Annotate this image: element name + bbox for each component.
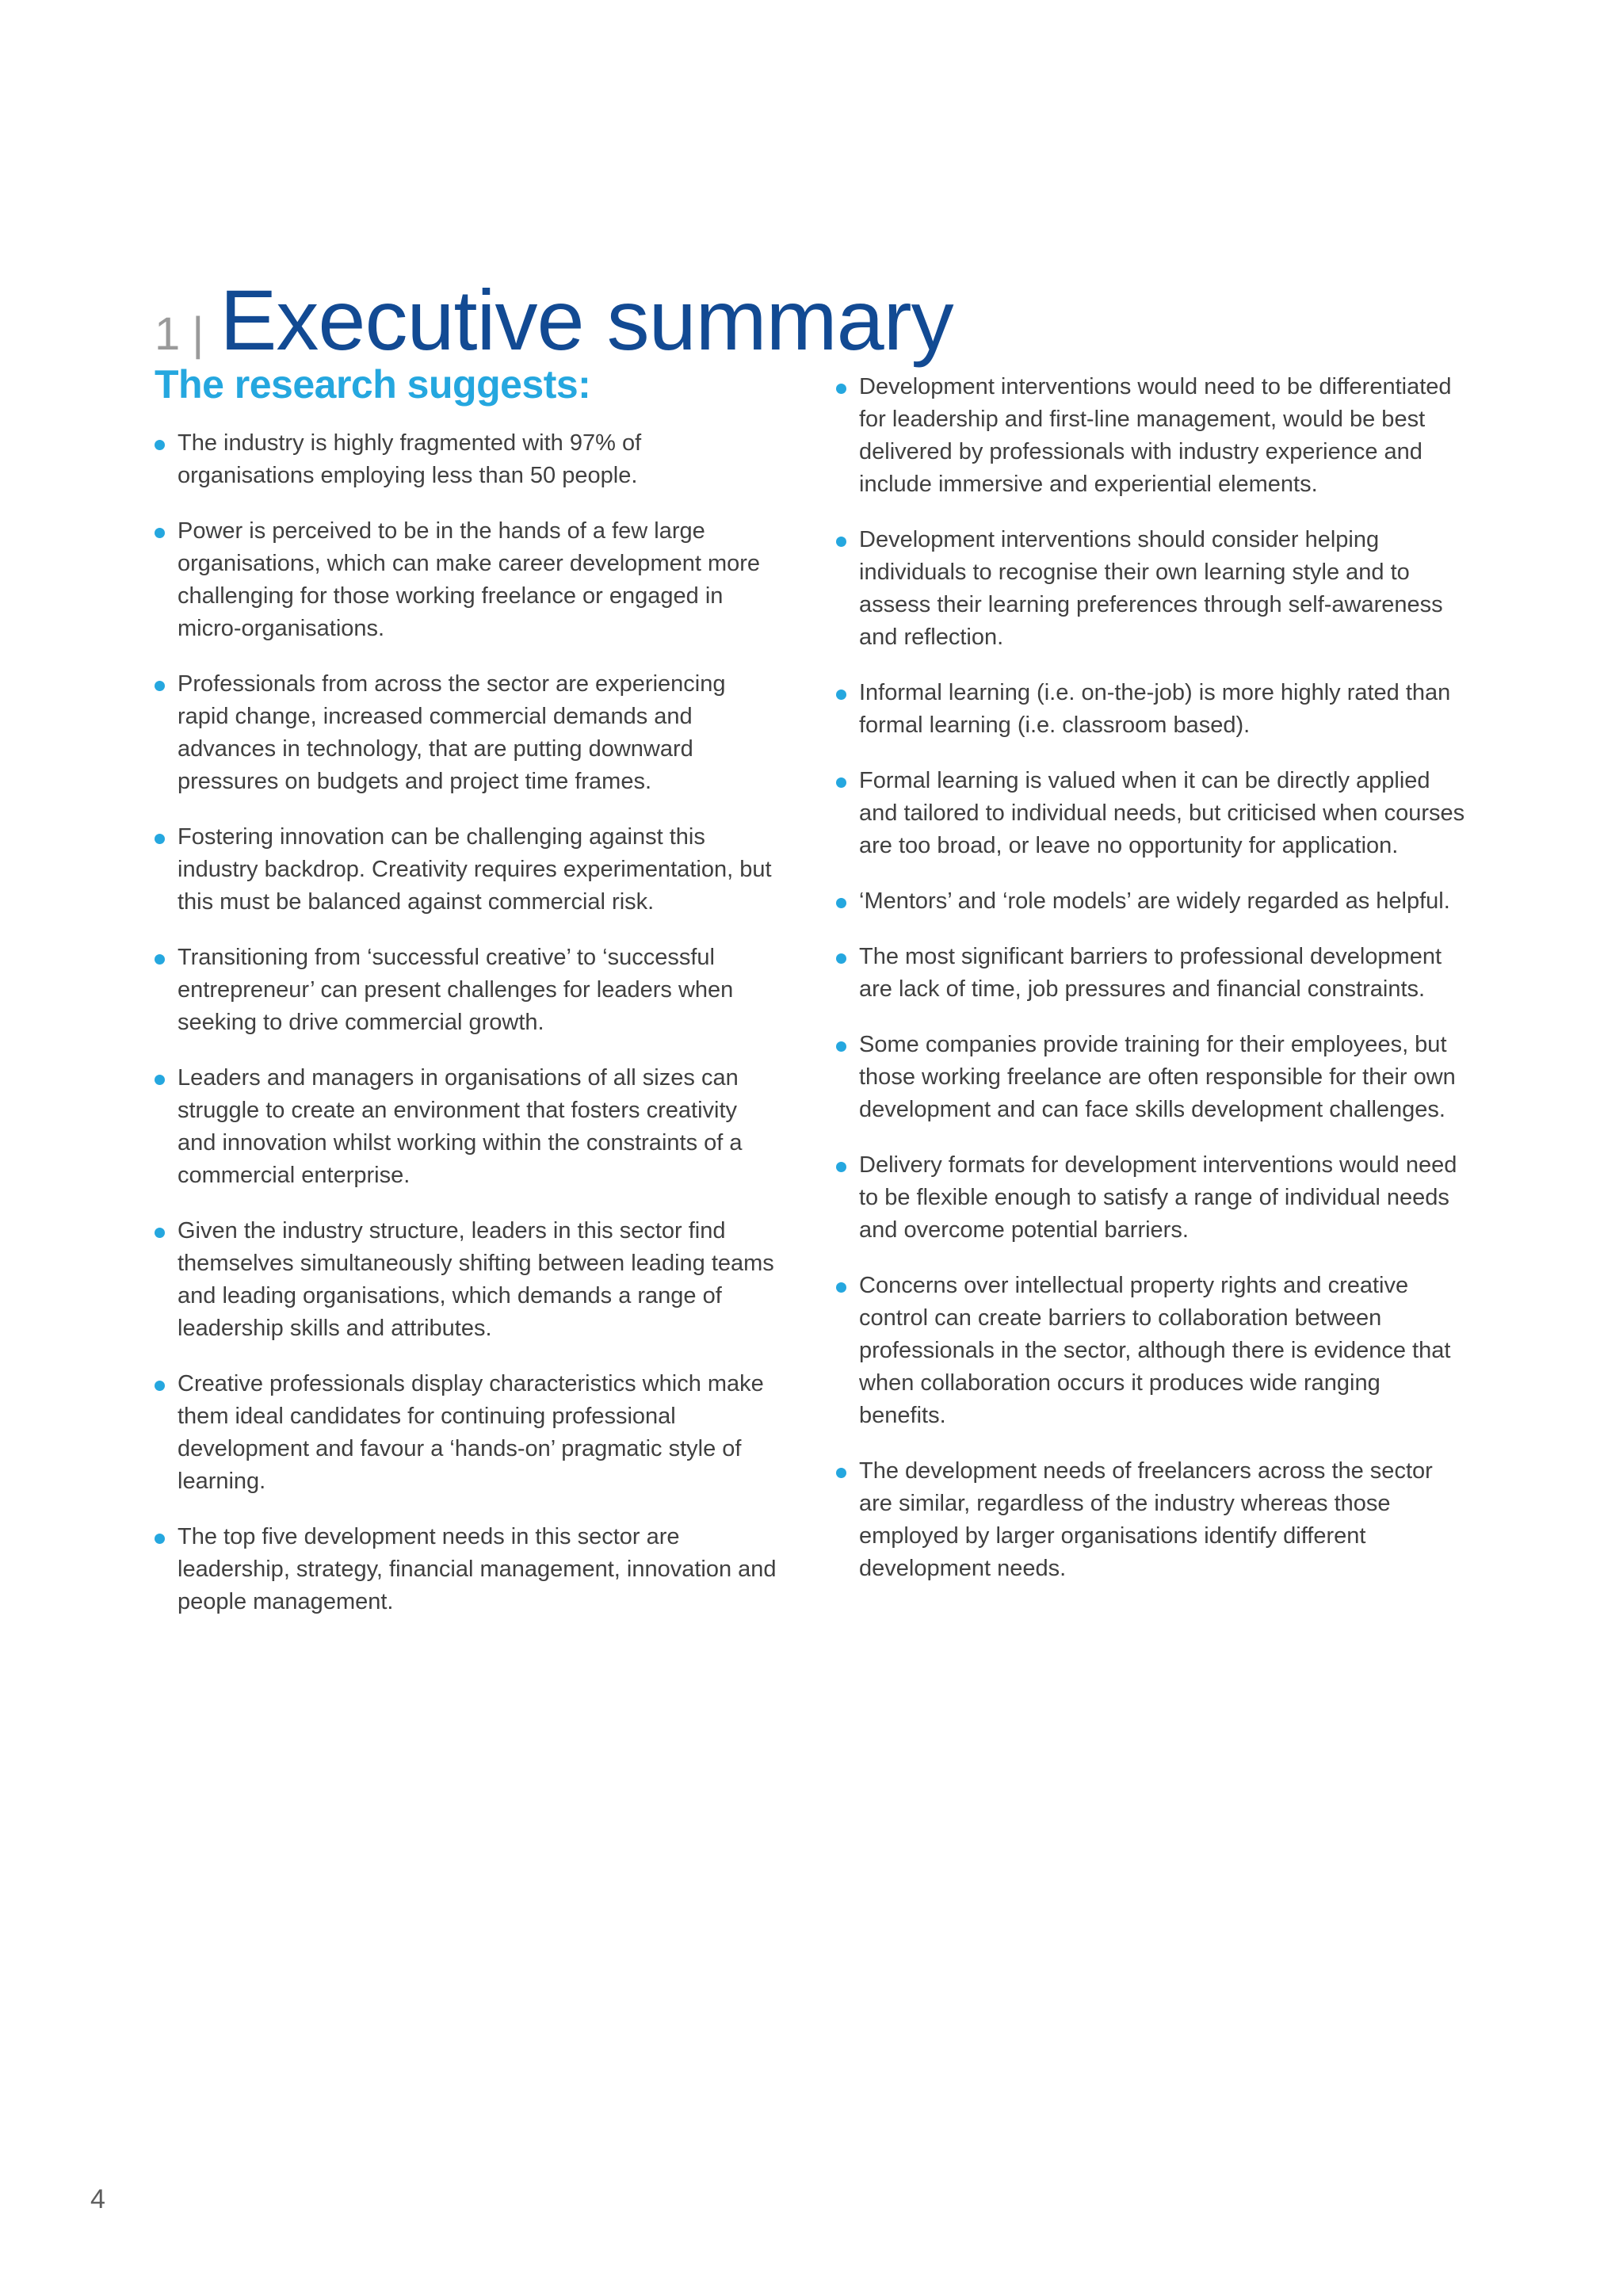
section-heading: The research suggests:: [155, 362, 591, 407]
content-columns: [155, 363, 1470, 1641]
bullet-item: [836, 885, 1470, 918]
bullet-text: Development interventions would need to be differentiated for leadership and first-line management, would be best delivered by professionals with industry experience and include immersive and experiential elements.: [859, 374, 1452, 497]
bullet-item: [836, 677, 1470, 742]
bullet-icon: [836, 537, 846, 547]
bullet-text: Leaders and managers in organisations of all sizes can struggle to create an environment that fosters creativity and innovation whilst working within the constraints of a commercial enterprise.: [178, 1065, 743, 1188]
bullet-text: The most significant barriers to professional development are lack of time, job pressures and financial constraints.: [859, 944, 1442, 1002]
bullet-text: Fostering innovation can be challenging against this industry backdrop. Creativity requires experimentation, but this must be balanced against commercial risk.: [178, 824, 772, 915]
bullet-item: [836, 765, 1470, 862]
page-title: Executive summary: [220, 272, 953, 369]
bullet-text: Delivery formats for development interventions would need to be flexible enough to satisfy a range of individual needs and overcome potential barriers.: [859, 1152, 1457, 1243]
bullet-item: [836, 524, 1470, 654]
bullet-item: [836, 941, 1470, 1006]
bullet-icon: [155, 440, 165, 450]
bullet-item: [155, 1062, 781, 1192]
bullet-item: [836, 1455, 1470, 1585]
right-bullet-list: [836, 371, 1470, 1585]
bullet-item: [155, 668, 781, 798]
bullet-text: Concerns over intellectual property rights and creative control can create barriers to collaboration between professionals in the sector, although there is evidence that when collaboration occurs it produces wide ranging benefits.: [859, 1273, 1451, 1428]
bullet-icon: [155, 1075, 165, 1085]
bullet-icon: [155, 681, 165, 691]
bullet-text: The top five development needs in this sector are leadership, strategy, financial management, innovation and people management.: [178, 1524, 777, 1614]
right-column: [836, 363, 1470, 1641]
bullet-text: Given the industry structure, leaders in this sector find themselves simultaneously shifting between leading teams and leading organisations, which demands a range of leadership skills and attributes.: [178, 1218, 774, 1341]
bullet-text: Transitioning from ‘successful creative’ to ‘successful entrepreneur’ can present challenges for leaders when seeking to drive commercial growth.: [178, 945, 734, 1035]
bullet-item: [155, 942, 781, 1039]
bullet-icon: [155, 528, 165, 538]
left-bullet-list: [155, 427, 781, 1618]
bullet-icon: [155, 1228, 165, 1238]
bullet-text: Creative professionals display characteristics which make them ideal candidates for continuing professional development and favour a ‘hands-on’ pragmatic style of learning.: [178, 1371, 764, 1494]
bullet-icon: [836, 1468, 846, 1478]
bullet-icon: [836, 690, 846, 700]
bullet-item: [155, 1521, 781, 1618]
bullet-item: [836, 1270, 1470, 1432]
bullet-item: [155, 1368, 781, 1498]
bullet-icon: [836, 1041, 846, 1052]
bullet-text: Informal learning (i.e. on-the-job) is more highly rated than formal learning (i.e. classroom based).: [859, 680, 1451, 738]
bullet-icon: [836, 898, 846, 908]
bullet-text: Power is perceived to be in the hands of a few large organisations, which can make career development more challenging for those working freelance or engaged in micro-organisations.: [178, 518, 761, 641]
bullet-text: Formal learning is valued when it can be directly applied and tailored to individual needs, but criticised when courses are too broad, or leave no opportunity for application.: [859, 768, 1465, 858]
bullet-icon: [155, 1381, 165, 1391]
bullet-text: The industry is highly fragmented with 97% of organisations employing less than 50 people.: [178, 430, 642, 488]
bullet-icon: [155, 954, 165, 965]
bullet-item: [155, 1215, 781, 1345]
bullet-item: [836, 1149, 1470, 1247]
bullet-icon: [155, 1534, 165, 1544]
section-number: 1: [155, 308, 181, 361]
bullet-icon: [155, 834, 165, 844]
bullet-item: [155, 515, 781, 645]
bullet-icon: [836, 1162, 846, 1172]
bullet-item: [836, 1029, 1470, 1126]
page-number: 4: [90, 2184, 105, 2214]
title-separator: |: [192, 308, 204, 361]
bullet-item: [155, 427, 781, 492]
bullet-icon: [836, 953, 846, 964]
bullet-text: Some companies provide training for their employees, but those working freelance are often responsible for their own development and can face skills development challenges.: [859, 1032, 1456, 1122]
left-column: [155, 363, 781, 1641]
bullet-text: Development interventions should consider helping individuals to recognise their own learning style and to assess their learning preferences through self-awareness and reflection.: [859, 527, 1443, 650]
bullet-icon: [836, 777, 846, 788]
bullet-icon: [836, 384, 846, 394]
bullet-item: [155, 821, 781, 919]
bullet-item: [836, 371, 1470, 501]
bullet-text: Professionals from across the sector are experiencing rapid change, increased commercial demands and advances in technology, that are putting downward pressures on budgets and project time frames.: [178, 671, 726, 794]
bullet-text: ‘Mentors’ and ‘role models’ are widely regarded as helpful.: [859, 888, 1450, 914]
bullet-text: The development needs of freelancers across the sector are similar, regardless of the industry whereas those employed by larger organisations identify different development needs.: [859, 1458, 1433, 1581]
bullet-icon: [836, 1282, 846, 1293]
